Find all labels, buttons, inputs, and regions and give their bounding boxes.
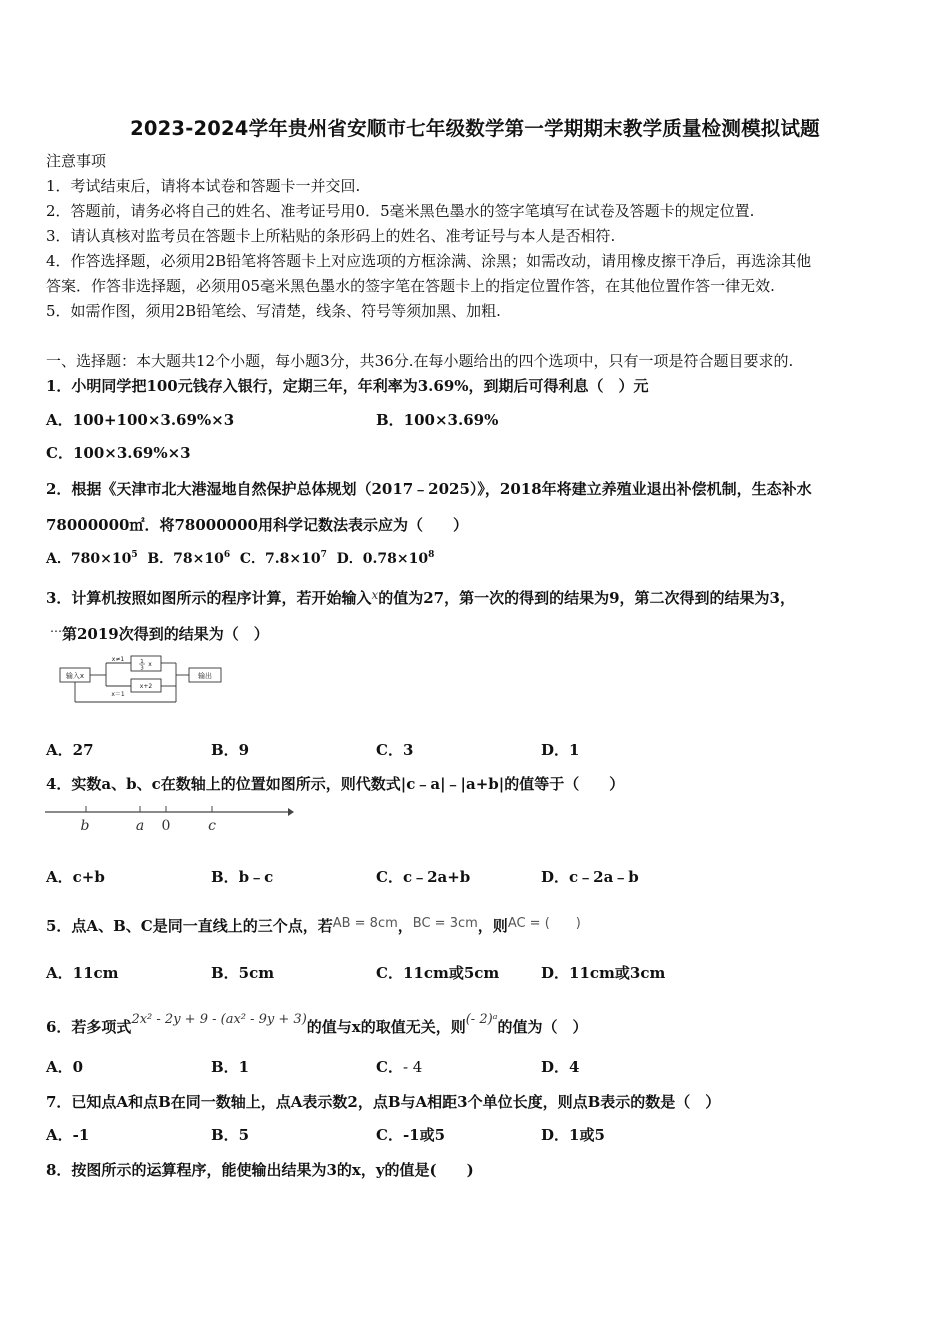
- q3-option-b: B．9: [211, 741, 250, 759]
- q5-math-bc: BC = 3cm: [412, 916, 478, 931]
- q5-math-ac: AC = ( ): [507, 916, 581, 931]
- flow-input-label: 输入x: [65, 672, 85, 680]
- q6-polynomial: 2x² - 2y + 9 - (ax² - 9y + 3): [131, 1012, 307, 1027]
- question-2-stem: 2．根据《天津市北大港湿地自然保护总体规划（2017﹣2025）》，2018年将建立养殖业退出补偿机制，生态补水: [46, 480, 812, 498]
- q2-option-b: B．$78\times 10^6$: [147, 550, 231, 567]
- q2-options: [46, 549, 434, 569]
- q2-option-a: A．$780\times 10^5$: [46, 550, 138, 567]
- exam-title: 2023-2024学年贵州省安顺市七年级数学第一学期期末教学质量检测模拟试题: [130, 117, 820, 140]
- var-x: x: [371, 588, 379, 602]
- program-flowchart: [56, 652, 226, 708]
- q2-option-c: C．$7.8\times 10^7$: [239, 550, 327, 567]
- flow-op-var: x: [148, 661, 152, 668]
- question-3-stem-line2: ⋯第2019次得到的结果为（ ）: [50, 624, 269, 643]
- q6-option-d: D．4: [541, 1058, 580, 1076]
- q4-option-c: C．c﹣2a+b: [376, 868, 471, 886]
- question-3-stem: 3．计算机按照如图所示的程序计算，若开始输入$^x$的值为27，第一次的得到的结果为9，第二次得到的结果为3，: [46, 588, 795, 607]
- q5-option-c: C．11cm或5cm: [376, 964, 500, 982]
- q7-option-a: A．-1: [46, 1126, 90, 1144]
- question-4-stem: 4．实数a、b、c在数轴上的位置如图所示，则代数式|c﹣a|﹣|a+b|的值等于（ ）: [46, 775, 625, 793]
- q5-option-a: A．11cm: [46, 964, 119, 982]
- axis-label-a: a: [135, 818, 145, 834]
- q6-option-a: A．0: [46, 1058, 84, 1076]
- q5-option-d: D．11cm或3cm: [541, 964, 666, 982]
- q1-option-b: B．100×3.69%: [376, 411, 499, 429]
- notice-item: 1．考试结束后，请将本试卷和答题卡一并交回.: [46, 177, 361, 195]
- q6-option-c: C．- 4: [376, 1058, 423, 1076]
- q1-option-a: A．100+100×3.69%×3: [46, 411, 235, 429]
- flow-cond-top: x≠1: [111, 656, 125, 663]
- number-line: [44, 802, 294, 836]
- q4-option-a: A．c+b: [46, 868, 105, 886]
- q5-math-ab: AB = 8cm: [332, 916, 398, 931]
- q6-power: (- 2)ᵃ: [465, 1012, 498, 1027]
- q7-option-b: B．5: [211, 1126, 250, 1144]
- notice-heading: 注意事项: [46, 152, 107, 170]
- q1-option-c: C．100×3.69%×3: [46, 444, 191, 462]
- flow-output-label: 输出: [198, 672, 212, 680]
- question-1-stem: 1．小明同学把100元钱存入银行，定期三年，年利率为3.69%，到期后可得利息（ ）元: [46, 377, 649, 395]
- axis-label-0: 0: [161, 818, 171, 834]
- q7-option-c: C．-1或5: [376, 1126, 446, 1144]
- q4-option-d: D．c﹣2a﹣b: [541, 868, 639, 886]
- question-5-stem: 5．点A、B、C是同一直线上的三个点，若AB = 8cm，BC = 3cm，则AC = ( ): [46, 916, 581, 935]
- flow-op-den: 3: [140, 665, 144, 672]
- q3-option-d: D．1: [541, 741, 580, 759]
- notice-item: 5．如需作图，须用2B铅笔绘、写清楚，线条、符号等须加黑、加粗.: [46, 302, 501, 320]
- question-2-stem-line2: 78000000㎡．将78000000用科学记数法表示应为（ ）: [46, 516, 468, 534]
- flow-op-bottom: x+2: [139, 683, 153, 690]
- notice-item: 3．请认真核对监考员在答题卡上所粘贴的条形码上的姓名、准考证号与本人是否相符.: [46, 227, 616, 245]
- q2-option-d: D．$0.78\times 10^8$: [336, 550, 435, 567]
- section-heading: 一、选择题：本大题共12个小题，每小题3分，共36分.在每小题给出的四个选项中，只有一项是符合题目要求的.: [46, 352, 794, 370]
- q5-option-b: B．5cm: [211, 964, 275, 982]
- notice-item: 答案．作答非选择题，必须用05毫米黑色墨水的签字笔在答题卡上的指定位置作答，在其他位置作答一律无效.: [46, 277, 775, 295]
- flow-cond-bottom: x＝1: [111, 691, 125, 698]
- notice-item: 2．答题前，请务必将自己的姓名、准考证号用0．5毫米黑色墨水的签字笔填写在试卷及答题卡的规定位置.: [46, 202, 755, 220]
- q3-option-a: A．27: [46, 741, 94, 759]
- op-top-box: [131, 656, 161, 671]
- question-8-stem: 8．按图所示的运算程序，能使输出结果为3的x，y的值是( ): [46, 1161, 474, 1179]
- q3-option-c: C．3: [376, 741, 414, 759]
- axis-label-c: c: [208, 818, 216, 834]
- axis-label-b: b: [80, 818, 90, 834]
- notice-item: 4．作答选择题，必须用2B铅笔将答题卡上对应选项的方框涂满、涂黑；如需改动，请用橡皮擦干净后，再选涂其他: [46, 252, 812, 270]
- question-7-stem: 7．已知点A和点B在同一数轴上，点A表示数2，点B与A相距3个单位长度，则点B表示的数是（ ）: [46, 1093, 721, 1111]
- flow-op-num: 1: [140, 659, 144, 665]
- q7-option-d: D．1或5: [541, 1126, 605, 1144]
- q6-option-b: B．1: [211, 1058, 250, 1076]
- q4-option-b: B．b﹣c: [211, 868, 274, 886]
- question-6-stem: 6．若多项式2x² - 2y + 9 - (ax² - 9y + 3)的值与x的取值无关，则(- 2)ᵃ的值为（ ）: [46, 1012, 588, 1036]
